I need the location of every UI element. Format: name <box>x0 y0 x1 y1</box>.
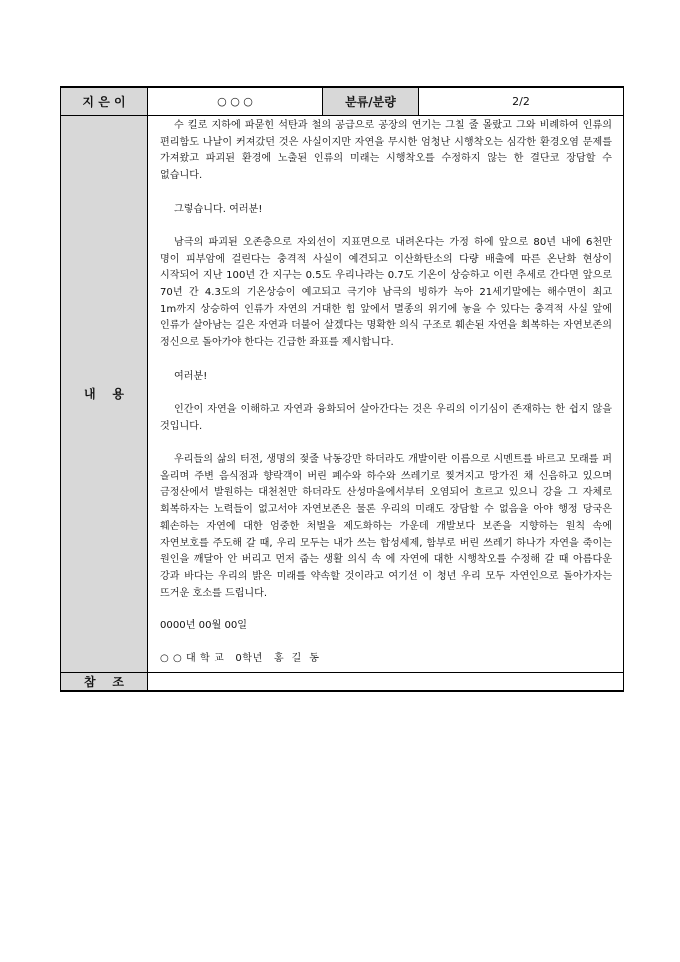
paragraph-5: 인간이 자연을 이해하고 자연과 융화되어 살아간다는 것은 우리의 이기심이 존재하는 한 쉽지 않을 것입니다. <box>160 403 612 432</box>
paragraph-6: 우리들의 삶의 터전, 생명의 젖줄 낙동강만 하더라도 개발이란 이름으로 시멘트를 바르고 모래를 퍼 올리며 주변 음식점과 향락객이 버린 폐수와 하수와 쓰레기로 찢겨지고 망가진 채 신음하고 있으며 금정산에서 발원하는 대천천만 하더라도 산성마을에서부터 오염되어 흐르고 있으니 강을 그 자체로 회복하자는 노력들이 없고서야 자연보존은 물론 우리의 미래도 장담할 수 없음을 아야 행정 당국은 훼손하는 자연에 대한 엄중한 처벌을 제도화하는 가운데 개발보다 보존을 지향하는 원칙 속에 자연보호를 주도해 갈 때, 우리 모두는 내가 쓰는 합성세제, 함부로 버린 쓰레기 하나가 자연을 죽이는 원인을 깨달아 안 버리고 먼저 줍는 생활 의식 속 에 자연에 대한 시행착오를 수정해 갈 때 아름다운 강과 바다는 우리의 밝은 미래를 약속할 것이라고 여기선 이 청년 우리 모두 자연인으로 돌아가자는 뜨거운 호소를 드립니다. <box>160 453 612 599</box>
reference-label: 참 조 <box>61 672 148 691</box>
category-label: 분류/분량 <box>323 87 419 116</box>
header-row <box>61 87 624 116</box>
paragraph-3: 남극의 파괴된 오존층으로 자외선이 지표면으로 내려온다는 가정 하에 앞으로 80년 내에 6천만 명이 피부암에 걸린다는 충격적 사실이 예견되고 이산화탄소의 다량 배출에 따른 온난화 현상이 시작되어 지난 100년 간 지구는 0.5도 우리나라는 0.7도 기온이 상승하고 이런 추세로 간다면 앞으로 70년 간 4.3도의 기온상승이 예고되고 극기야 남극의 빙하가 녹아 21세기말에는 해수면이 최고 1m까지 상승하여 인류가 자연의 거대한 힘 앞에서 멸종의 위기에 놓을 수 있다는 충격적 사실 앞에 인류가 살아남는 길은 자연과 더불어 살겠다는 명확한 의식 구조로 훼손된 자연을 회복하는 자연보존의 정신으로 돌아가야 한다는 긴급한 좌표를 제시합니다. <box>160 236 612 349</box>
author-value: ○ ○ ○ <box>148 87 323 116</box>
reference-value <box>148 672 624 691</box>
content-body <box>148 116 624 673</box>
content-label: 내 용 <box>61 116 148 673</box>
speech-date: 0000년 00월 00일 <box>160 620 248 632</box>
speech-form-table <box>60 86 624 692</box>
author-label: 지 은 이 <box>61 87 148 116</box>
paragraph-4: 여러분! <box>174 370 208 382</box>
speech-signature: ○ ○ 대 학 교 0학년 홍 길 동 <box>160 653 320 665</box>
paragraph-2: 그렇습니다. 여러분! <box>174 203 263 215</box>
content-row <box>61 116 624 673</box>
paragraph-1: 수 킬로 지하에 파묻힌 석탄과 철의 공급으로 공장의 연기는 그칠 줄 몰랐고 그와 비례하여 인류의 편리함도 나날이 커져갔던 것은 사실이지만 자연을 무시한 엄청난 시행착오는 심각한 환경오염 문제를 가져왔고 파괴된 환경에 노출된 인류의 미래는 시행착오를 수정하지 않는 한 결단코 장담할 수 없습니다. <box>160 120 612 182</box>
reference-row <box>61 672 624 691</box>
category-value: 2/2 <box>419 87 624 116</box>
